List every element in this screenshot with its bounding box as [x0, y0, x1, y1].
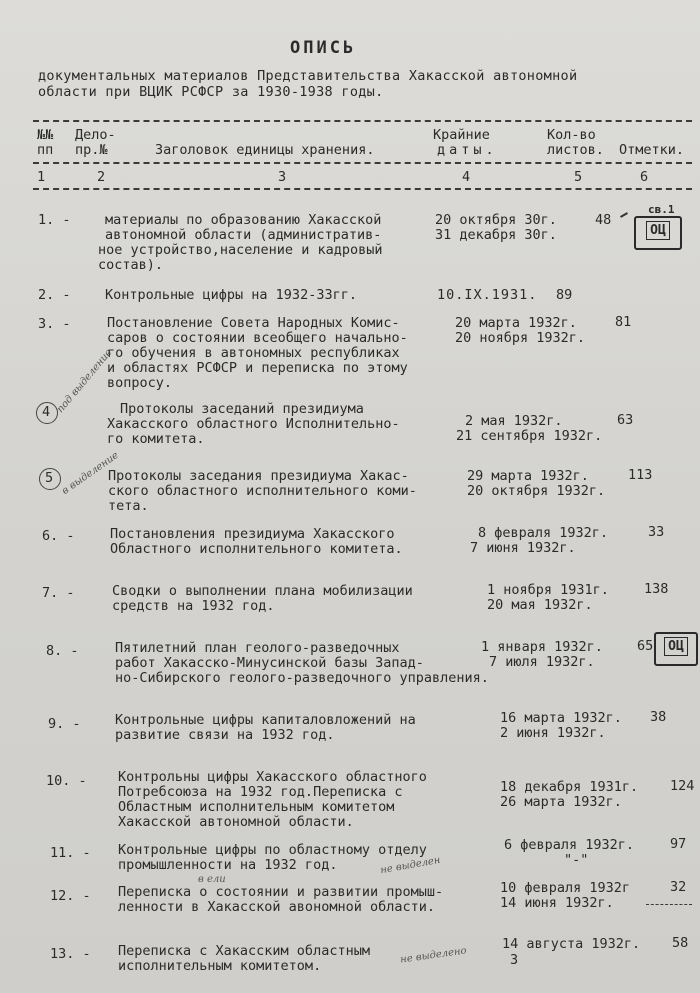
- row-3-date-start: 20 марта 1932г.: [455, 315, 577, 331]
- row-9-title-2: развитие связи на 1932 год.: [115, 727, 335, 743]
- row-11-number: 11. -: [50, 845, 91, 861]
- header-number-6: 6: [640, 169, 649, 185]
- row-11-handwritten-note: не выделен: [379, 854, 442, 877]
- row-8-count: 65: [637, 638, 654, 654]
- row-10-title-3: Областным исполнительным комитетом: [118, 799, 395, 815]
- row-6-date-start: 8 февраля 1932г.: [478, 525, 609, 541]
- row-9-count: 38: [650, 709, 667, 725]
- row-7-count: 138: [644, 581, 669, 597]
- row-5-count: 113: [628, 467, 653, 483]
- row-11-count: 97: [670, 836, 687, 852]
- row-10-number: 10. -: [46, 773, 87, 789]
- row-4-handwritten-note: под выделение: [55, 347, 115, 416]
- header-col-dates-2: даты.: [437, 142, 498, 158]
- row-5-number: 5: [45, 470, 54, 486]
- stamp-2: [654, 632, 698, 666]
- row-5-title-3: тета.: [108, 498, 149, 514]
- header-col-case-2: пр.№: [75, 142, 108, 158]
- row-11-date-start: 6 февраля 1932г.: [504, 837, 635, 853]
- row-13-title-2: исполнительным комитетом.: [118, 958, 322, 974]
- row-3-count: 81: [615, 314, 632, 330]
- row-6-date-end: 7 июня 1932г.: [470, 540, 576, 556]
- row-12-handwritten-note: в ели: [198, 874, 226, 885]
- row-2-date: 10.IX.1931.: [437, 287, 538, 303]
- row-10-date-end: 26 марта 1932г.: [500, 794, 622, 810]
- page-title: ОПИСЬ: [290, 38, 357, 58]
- header-col-count-1: Кол-во: [547, 127, 596, 143]
- row-1-title-2: автономной области (административ-: [105, 227, 382, 243]
- row-13-date-start: 14 августа 1932г.: [502, 936, 641, 952]
- margin-tick-mark: [620, 212, 628, 218]
- row-12-count: 32: [670, 879, 687, 895]
- row-3-title-5: вопросу.: [107, 375, 173, 391]
- row-10-title-4: Хакасской автономной области.: [118, 814, 354, 830]
- row-12-number: 12. -: [50, 888, 91, 904]
- row-7-date-start: 1 ноября 1931г.: [487, 582, 609, 598]
- row-9-number: 9. -: [48, 716, 81, 732]
- row-11-title-1: Контрольные цифры по областному отделу: [118, 842, 427, 858]
- row-7-title-1: Сводки о выполнении плана мобилизации: [112, 583, 413, 599]
- header-col-dates-1: Крайние: [433, 127, 490, 143]
- row-9-date-start: 16 марта 1932г.: [500, 710, 622, 726]
- row-8-date-end: 7 июля 1932г.: [489, 654, 595, 670]
- row-1-title-4: состав).: [98, 257, 164, 273]
- row-3-title-3: го обучения в автономных республиках: [107, 345, 400, 361]
- stamp-2-text: ОЦ: [664, 637, 688, 656]
- header-col-count-2: листов.: [547, 142, 604, 158]
- row-3-number: 3. -: [38, 316, 71, 332]
- row-7-date-end: 20 мая 1932г.: [487, 597, 593, 613]
- header-bottom-rule: [33, 188, 692, 190]
- header-number-5: 5: [574, 169, 583, 185]
- row-13-handwritten-note: не выделено: [399, 945, 468, 966]
- row-3-date-end: 20 ноября 1932г.: [455, 330, 586, 346]
- row-5-title-2: ского областного исполнительного коми-: [108, 483, 417, 499]
- row-13-title-1: Переписка с Хакасским областным: [118, 943, 370, 959]
- row-1-title-1: материалы по образованию Хакасской: [105, 212, 382, 228]
- row-1-number: 1. -: [38, 212, 71, 228]
- row-10-title-1: Контрольны цифры Хакасского областного: [118, 769, 427, 785]
- row-4-title-2: Хакасского областного Исполнительно-: [107, 416, 400, 432]
- row-4-title-3: го комитета.: [107, 431, 205, 447]
- row-6-title-1: Постановления президиума Хакасского: [110, 526, 395, 542]
- row-2-number: 2. -: [38, 287, 71, 303]
- row-12-dash: [646, 904, 692, 905]
- row-6-number: 6. -: [42, 528, 75, 544]
- row-7-number: 7. -: [42, 585, 75, 601]
- stamp-1: [634, 216, 682, 250]
- row-10-title-2: Потребсоюза на 1932 год.Переписка с: [118, 784, 403, 800]
- stamp-1-label: св.1: [648, 203, 675, 216]
- row-13-count: 58: [672, 935, 689, 951]
- row-6-count: 33: [648, 524, 665, 540]
- row-3-title-4: и областях РСФСР и переписка по этому: [107, 360, 408, 376]
- row-10-date-start: 18 декабря 1931г.: [500, 779, 639, 795]
- header-number-4: 4: [462, 169, 471, 185]
- row-1-count: 48: [595, 212, 612, 228]
- row-11-date-end: "-": [564, 852, 589, 868]
- row-4-count: 63: [617, 412, 634, 428]
- row-6-title-2: Областного исполнительного комитета.: [110, 541, 403, 557]
- subtitle-line-2: области при ВЦИК РСФСР за 1930-1938 годы.: [38, 84, 384, 100]
- row-8-title-1: Пятилетний план геолого-разведочных: [115, 640, 400, 656]
- subtitle-line-1: документальных материалов Представительства Хакасской автономной: [38, 68, 578, 84]
- header-top-rule: [33, 120, 692, 122]
- row-9-date-end: 2 июня 1932г.: [500, 725, 606, 741]
- row-4-number: 4: [42, 404, 51, 420]
- row-13-date-end: 3: [510, 952, 519, 968]
- header-col-num-1: №№: [37, 127, 54, 143]
- row-5-date-end: 20 октября 1932г.: [467, 483, 606, 499]
- header-number-2: 2: [97, 169, 106, 185]
- header-number-3: 3: [278, 169, 287, 185]
- row-3-title-2: саров о состоянии всеобщего начально-: [107, 330, 408, 346]
- row-5-date-start: 29 марта 1932г.: [467, 468, 589, 484]
- row-1-title-3: ное устройство,население и кадровый: [98, 242, 383, 258]
- row-12-date-end: 14 июня 1932г.: [500, 895, 614, 911]
- row-10-count: 124: [670, 778, 695, 794]
- header-col-num-2: пп: [37, 142, 54, 158]
- row-4-date-end: 21 сентября 1932г.: [456, 428, 603, 444]
- row-1-date-start: 20 октября 30г.: [435, 212, 557, 228]
- row-5-title-1: Протоколы заседания президиума Хакас-: [108, 468, 409, 484]
- row-2-count: 89: [556, 287, 573, 303]
- row-12-title-1: Переписка о состоянии и развитии промыш-: [118, 884, 444, 900]
- row-9-title-1: Контрольные цифры капиталовложений на: [115, 712, 416, 728]
- row-11-title-2: промышленности на 1932 год.: [118, 857, 338, 873]
- row-12-date-start: 10 февраля 1932г: [500, 880, 631, 896]
- header-col-title: Заголовок единицы хранения.: [155, 142, 375, 158]
- stamp-1-text: ОЦ: [646, 221, 670, 240]
- header-mid-rule: [33, 162, 692, 164]
- row-8-date-start: 1 января 1932г.: [481, 639, 603, 655]
- row-4-date-start: 2 мая 1932г.: [465, 413, 563, 429]
- header-number-1: 1: [37, 169, 46, 185]
- row-8-title-2: работ Хакасско-Минусинской базы Запад-: [115, 655, 424, 671]
- row-7-title-2: средств на 1932 год.: [112, 598, 275, 614]
- row-12-title-2: ленности в Хакасской авономной области.: [118, 899, 435, 915]
- row-4-title-1: Протоколы заседаний президиума: [120, 401, 364, 417]
- header-col-marks: Отметки.: [619, 142, 685, 158]
- row-8-number: 8. -: [46, 643, 79, 659]
- row-2-title-1: Контрольные цифры на 1932-33гг.: [105, 287, 357, 303]
- row-5-handwritten-note: в выделение: [60, 449, 121, 498]
- header-col-case-1: Дело-: [75, 127, 116, 143]
- row-3-title-1: Постановление Совета Народных Комис-: [107, 315, 400, 331]
- row-1-date-end: 31 декабря 30г.: [435, 227, 557, 243]
- row-8-title-3: но-Сибирского геолого-разведочного управления.: [115, 670, 489, 686]
- row-13-number: 13. -: [50, 946, 91, 962]
